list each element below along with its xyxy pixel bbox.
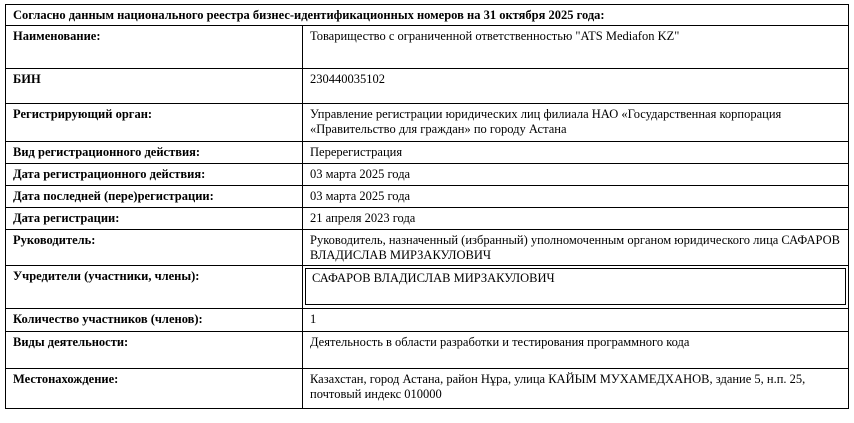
row-label: Местонахождение: [6, 369, 303, 409]
row-registering-authority [6, 104, 849, 142]
row-label: Руководитель: [6, 230, 303, 266]
row-value: 1 [303, 309, 849, 332]
row-label: Дата последней (пере)регистрации: [6, 186, 303, 208]
row-activities [6, 332, 849, 369]
row-value: 03 марта 2025 года [303, 164, 849, 186]
row-value: 230440035102 [303, 69, 849, 104]
row-registration-date [6, 208, 849, 230]
row-last-reregistration-date [6, 186, 849, 208]
row-value: Деятельность в области разработки и тестирования программного кода [303, 332, 849, 369]
row-label: Наименование: [6, 26, 303, 69]
row-registration-action-type [6, 142, 849, 164]
row-bin [6, 69, 849, 104]
registry-table [5, 4, 849, 409]
row-value: Руководитель, назначенный (избранный) уполномоченным органом юридического лица САФАРОВ ВЛАДИСЛАВ МИРЗАКУЛОВИЧ [303, 230, 849, 266]
row-registration-action-date [6, 164, 849, 186]
table-header: Согласно данным национального реестра бизнес-идентификационных номеров на 31 октября 2025 года: [6, 5, 849, 26]
row-value: Казахстан, город Астана, район Нұра, улица КАЙЫМ МУХАМЕДХАНОВ, здание 5, н.п. 25, почтовый индекс 010000 [303, 369, 849, 409]
row-member-count [6, 309, 849, 332]
row-value: Перерегистрация [303, 142, 849, 164]
row-value: Товарищество с ограниченной ответственностью "ATS Mediafon KZ" [303, 26, 849, 69]
row-location [6, 369, 849, 409]
row-value: 03 марта 2025 года [303, 186, 849, 208]
row-value: Управление регистрации юридических лиц филиала НАО «Государственная корпорация «Правительство для граждан» по городу Астана [303, 104, 849, 142]
founders-box: САФАРОВ ВЛАДИСЛАВ МИРЗАКУЛОВИЧ [305, 268, 846, 305]
row-label: БИН [6, 69, 303, 104]
row-label: Виды деятельности: [6, 332, 303, 369]
row-label: Количество участников (членов): [6, 309, 303, 332]
row-label: Дата регистрации: [6, 208, 303, 230]
row-value: 21 апреля 2023 года [303, 208, 849, 230]
row-value-cell [303, 266, 849, 309]
row-name [6, 26, 849, 69]
row-label: Регистрирующий орган: [6, 104, 303, 142]
row-label: Учредители (участники, члены): [6, 266, 303, 309]
row-founders [6, 266, 849, 309]
row-director [6, 230, 849, 266]
row-label: Вид регистрационного действия: [6, 142, 303, 164]
row-label: Дата регистрационного действия: [6, 164, 303, 186]
table-header-row [6, 5, 849, 26]
